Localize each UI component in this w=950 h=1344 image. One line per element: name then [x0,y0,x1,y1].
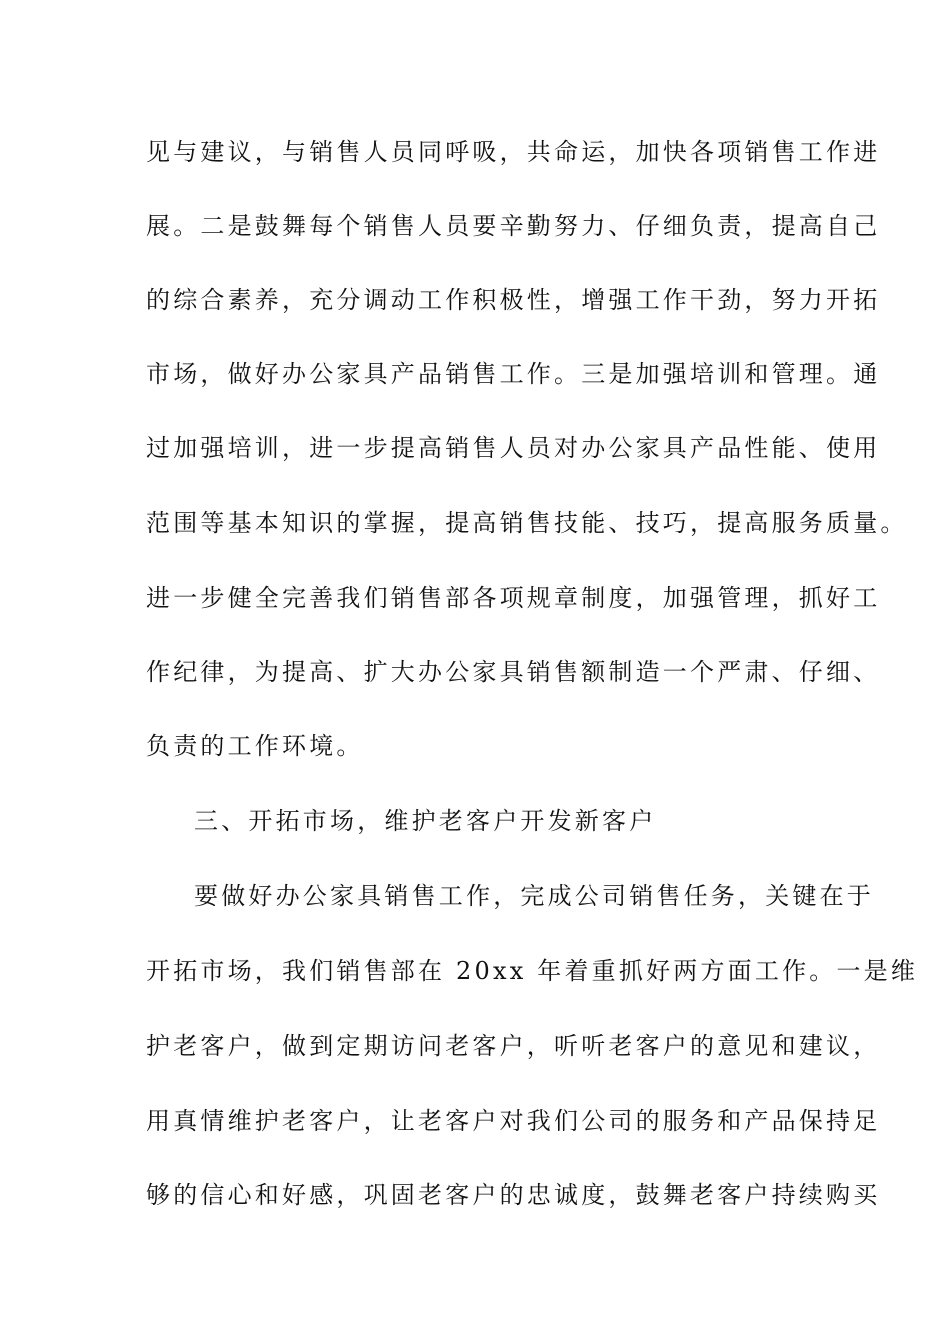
text-line: 见与建议，与销售人员同呼吸，共命运，加快各项销售工作进 [146,138,881,166]
text-line: 用真情维护老客户，让老客户对我们公司的服务和产品保持足 [146,1107,881,1135]
text-line: 范围等基本知识的掌握，提高销售技能、技巧，提高服务质量。 [146,509,908,537]
text-line: 够的信心和好感，巩固老客户的忠诚度，鼓舞老客户持续购买 [146,1181,881,1209]
paragraph-first-line: 要做好办公家具销售工作，完成公司销售任务，关键在于 [194,882,874,910]
text-line: 展。二是鼓舞每个销售人员要辛勤努力、仔细负责，提高自己 [146,212,881,240]
section-heading: 三、开拓市场，维护老客户开发新客户 [194,807,657,835]
text-line: 过加强培训，进一步提高销售人员对办公家具产品性能、使用 [146,434,881,462]
text-line: 开拓市场，我们销售部在 20xx 年着重抓好两方面工作。一是维 [146,957,919,985]
text-line: 的综合素养，充分调动工作积极性，增强工作干劲，努力开拓 [146,286,881,314]
text-line: 进一步健全完善我们销售部各项规章制度，加强管理，抓好工 [146,584,881,612]
text-line: 护老客户，做到定期访问老客户，听听老客户的意见和建议， [146,1032,881,1060]
text-line: 负责的工作环境。 [146,732,364,760]
text-line: 市场，做好办公家具产品销售工作。三是加强培训和管理。通 [146,360,881,388]
text-line: 作纪律，为提高、扩大办公家具销售额制造一个严肃、仔细、 [146,658,881,686]
